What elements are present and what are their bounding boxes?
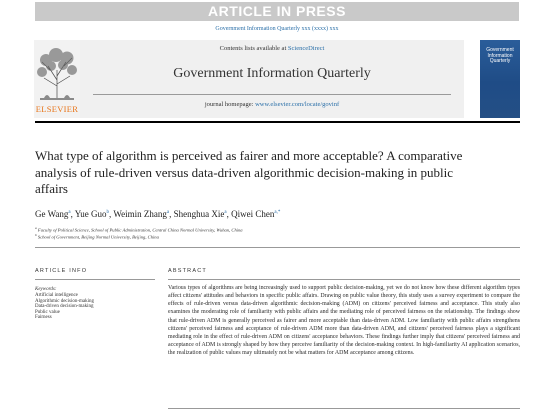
article-info-rule bbox=[35, 279, 155, 280]
affiliation-marker: b bbox=[35, 233, 37, 237]
keywords-label: Keywords: bbox=[35, 287, 57, 292]
homepage-prefix: journal homepage: bbox=[204, 101, 256, 108]
author-name[interactable]: Ge Wang bbox=[35, 209, 69, 219]
article-in-press-banner: ARTICLE IN PRESS bbox=[35, 2, 519, 21]
journal-cover-thumbnail bbox=[480, 40, 520, 118]
article-title: What type of algorithm is perceived as fairer and more acceptable? A comparative analysis of rule-driven versus data-driven algorithmic decision-making in public affairs bbox=[35, 148, 463, 196]
author-affiliation-marker[interactable]: a bbox=[68, 210, 71, 215]
affiliation-text: School of Government, Beijing Normal University, Beijing, China bbox=[37, 234, 159, 240]
keyword-item[interactable]: Artificial intelligence bbox=[35, 293, 78, 298]
author-name[interactable]: Qiwei Chen bbox=[231, 209, 275, 219]
author-affiliation-marker[interactable]: a bbox=[166, 210, 170, 215]
cover-title: Government Information Quarterly bbox=[486, 47, 514, 64]
keyword-item[interactable]: Data-driven decision-making bbox=[35, 304, 94, 310]
author-name[interactable]: Shenghua Xie bbox=[173, 209, 225, 219]
header-divider bbox=[93, 94, 451, 95]
author-name[interactable]: Weimin Zhang bbox=[113, 209, 167, 219]
author-list: Ge Wang$^a$, Yue Guo$^b$, Weimin Zhang$^a$, Shenghua Xie$^a$, Qiwei Chen$^{a,*}$ bbox=[35, 209, 281, 219]
author-affiliation-marker[interactable]: a,* bbox=[274, 210, 281, 215]
author-name[interactable]: Yue Guo bbox=[74, 209, 107, 219]
affiliation-b bbox=[35, 233, 159, 240]
journal-homepage-line bbox=[80, 101, 464, 108]
journal-homepage-link[interactable]: www.elsevier.com/locate/govinf bbox=[255, 101, 340, 108]
sciencedirect-link[interactable]: ScienceDirect bbox=[287, 45, 325, 52]
author-affiliation-marker[interactable]: a bbox=[224, 210, 227, 215]
keyword-item[interactable]: Algorithmic decision-making bbox=[35, 298, 95, 304]
keyword-item[interactable]: Fairness bbox=[35, 315, 52, 321]
contents-prefix: Contents lists available at bbox=[219, 45, 288, 52]
article-info-heading: ARTICLE INFO bbox=[35, 268, 88, 274]
section-divider bbox=[35, 247, 520, 248]
journal-title: Government Information Quarterly bbox=[173, 66, 371, 81]
journal-reference: Government Information Quarterly xxx (xxxx) xxx bbox=[215, 26, 339, 32]
publisher-logo-text: ELSEVIER bbox=[35, 104, 79, 114]
header-bottom-rule bbox=[35, 121, 520, 123]
keyword-item[interactable]: Public value bbox=[35, 309, 60, 315]
affiliation-marker: a bbox=[35, 226, 37, 230]
abstract-rule bbox=[168, 279, 520, 280]
affiliation-text: Faculty of Political Science, School of Public Administration, Central China Normal University, Wuhan, China bbox=[37, 227, 243, 233]
author-affiliation-marker[interactable]: b bbox=[106, 210, 110, 215]
abstract-heading: ABSTRACT bbox=[168, 268, 207, 274]
abstract-bottom-rule bbox=[168, 408, 520, 409]
affiliation-a bbox=[35, 226, 243, 233]
abstract-text: Various types of algorithms are being increasingly used to support public decision-making, yet we do not know how these different algorithm types affect citizens' attitudes and behaviors in specific public affairs. Drawing on public value theory, this study uses a survey experiment to compare the effects of rule-driven versus data-driven algorithmic decision-making (ADM) on citizens' perceived fairness and acceptance. This study also examines the moderating role of familiarity with public affairs and the mediating role of perceived fairness on the relationship. The findings show that rule-driven ADM is generally perceived as fairer and more acceptable than data-driven ADM. Low familiarity with public affairs strengthens citizens' perceived fairness and acceptance of rule-driven ADM more than data-driven ADM, and citizens' perceived fairness plays a significant mediating role in the effect of rule-driven ADM on citizens' acceptance behaviors. These findings further imply that citizens' perceived fairness and acceptance of ADM is strongly shaped by how they perceive familiarity of the decision-making context. In high-familiarity AI application scenarios, the realization of public values may ultimately not be what matters for ADM acceptance among citizens. bbox=[168, 285, 520, 357]
contents-available-line bbox=[80, 45, 464, 52]
keyword-list bbox=[35, 293, 94, 321]
